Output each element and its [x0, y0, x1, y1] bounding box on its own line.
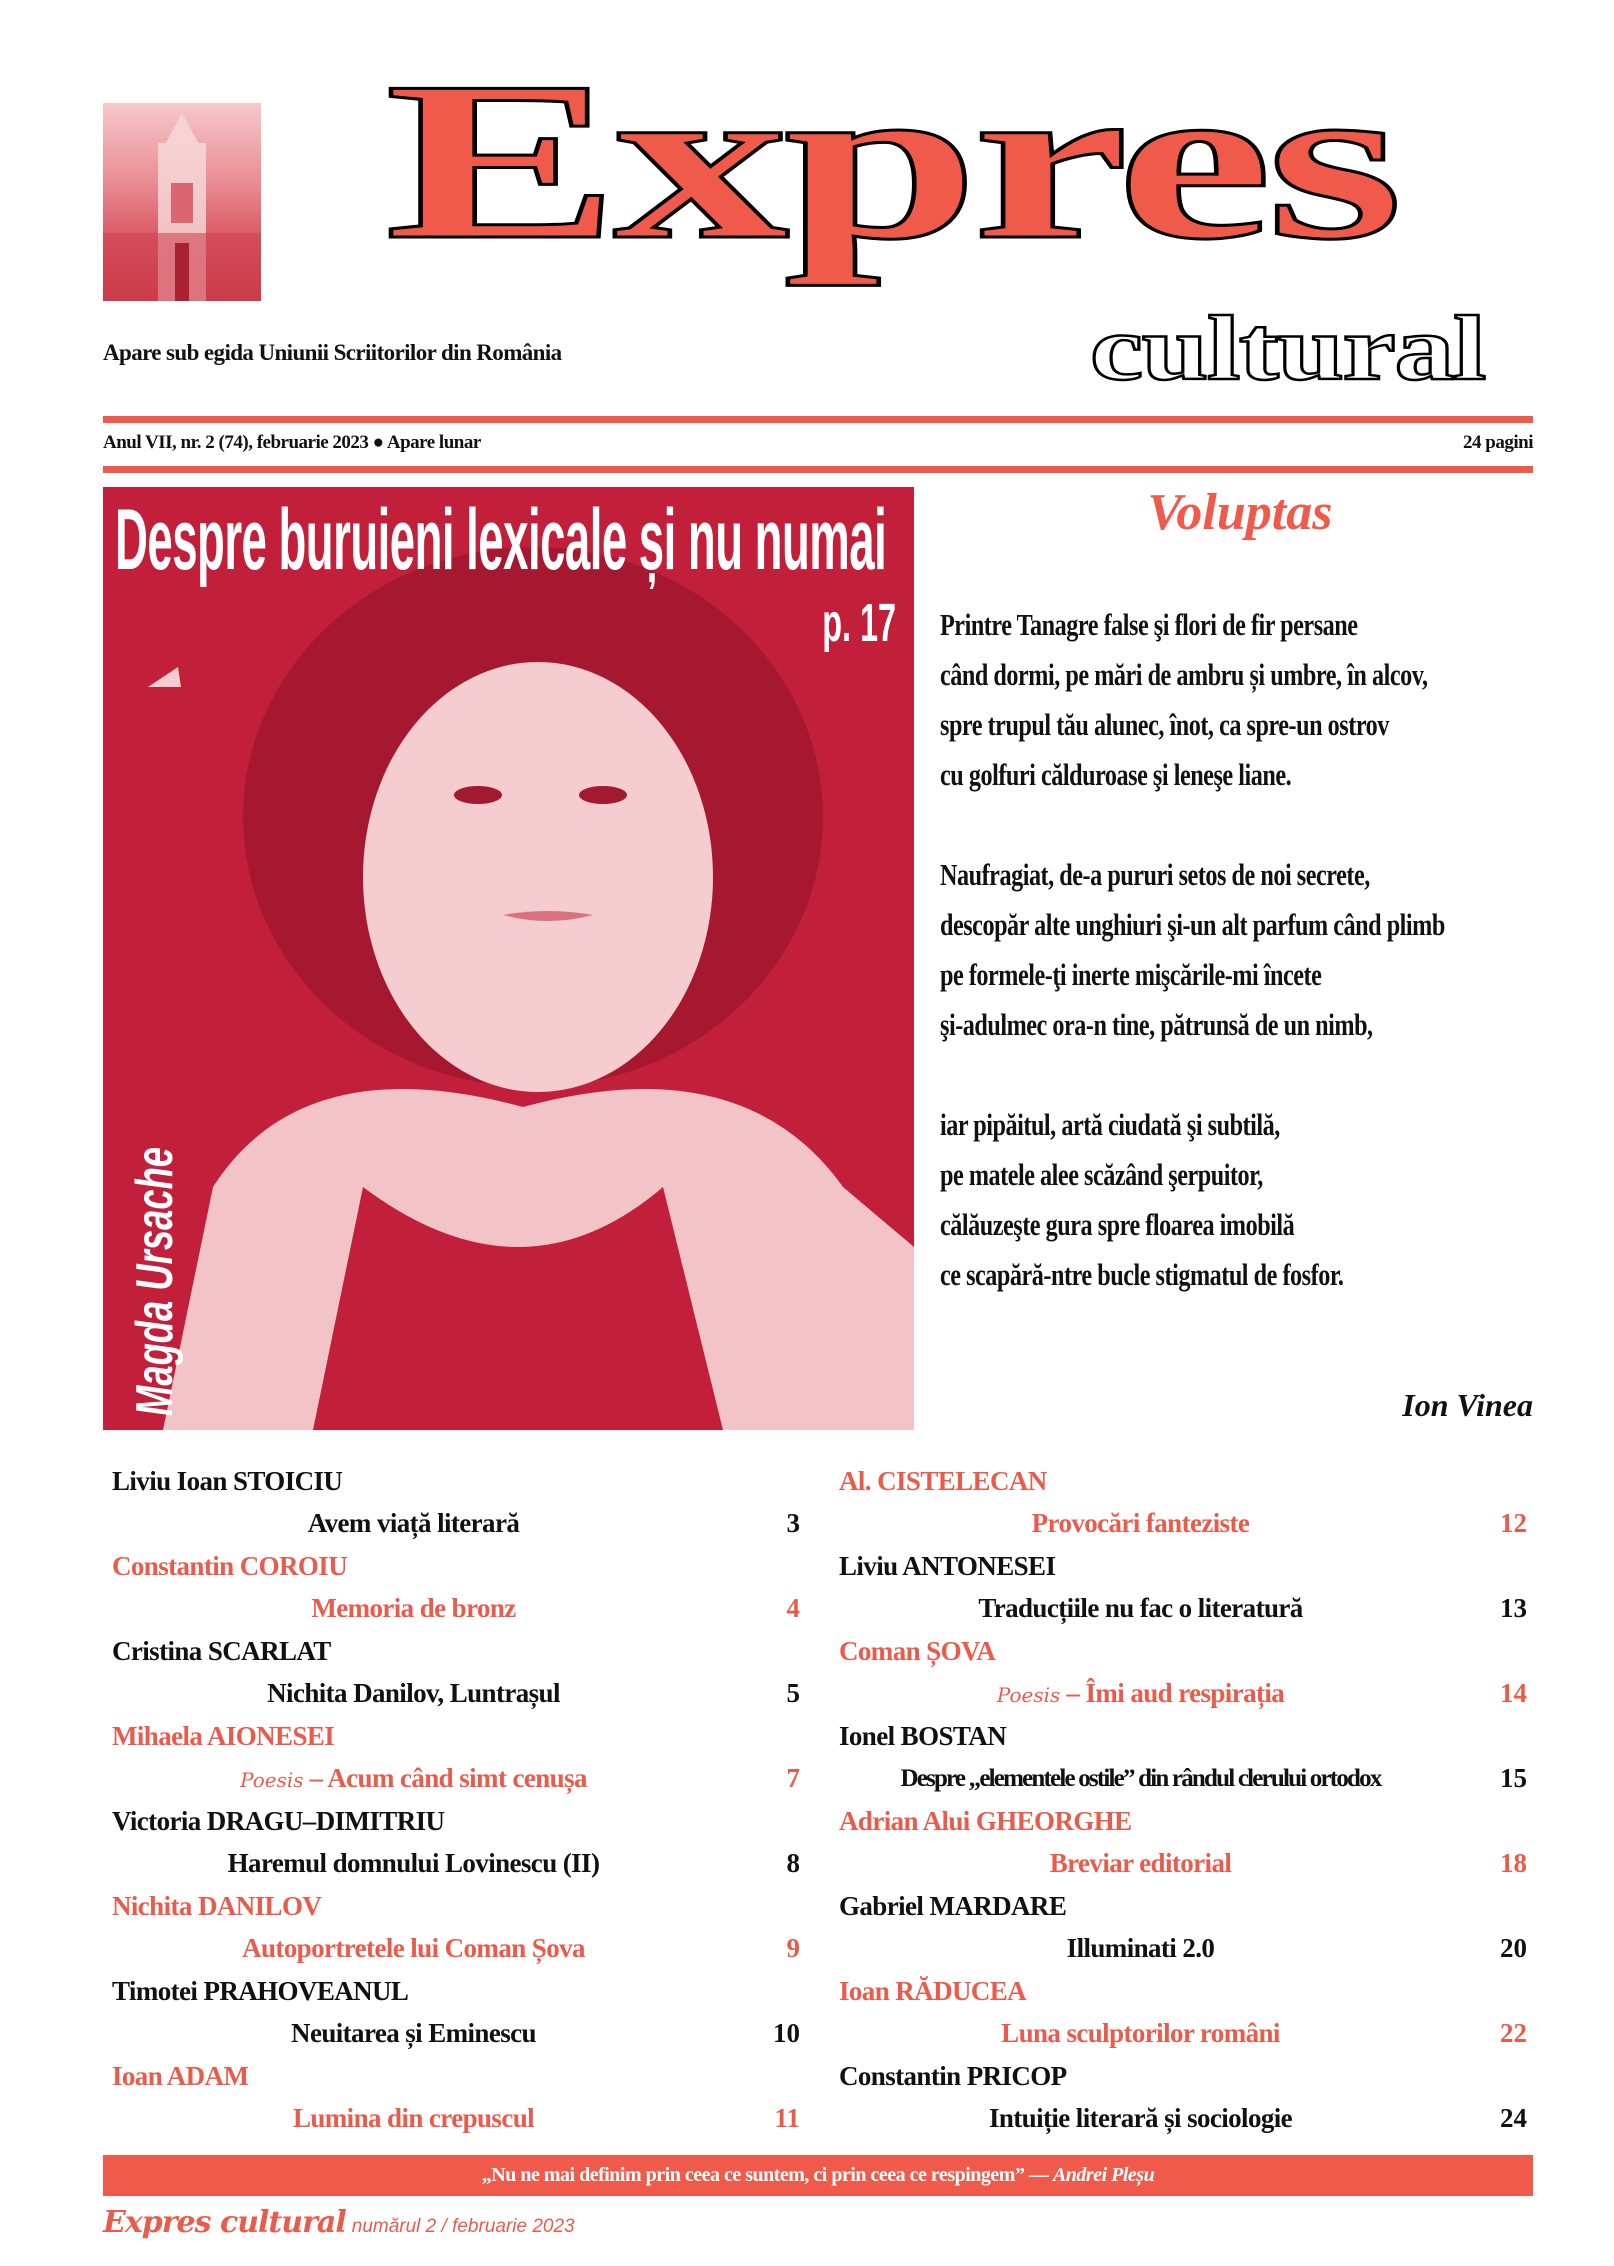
toc-title-line — [839, 1927, 1527, 1970]
poem-title: Voluptas — [1147, 484, 1333, 541]
toc-entry[interactable] — [112, 2055, 800, 2140]
footer-brand: Expres cultural — [103, 2205, 346, 2240]
toc-title-line — [839, 2012, 1527, 2055]
toc-title[interactable] — [839, 1927, 1442, 1970]
toc-entry[interactable] — [112, 1545, 800, 1630]
footer — [103, 2205, 575, 2240]
toc-entry[interactable] — [112, 1630, 800, 1715]
egida-text: Apare sub egida Uniunii Scriitorilor din România — [103, 340, 562, 365]
toc-title-text: Neuitarea și Eminescu — [291, 2018, 536, 2048]
toc-page-number: 8 — [786, 1848, 800, 1878]
toc-title-line — [839, 1587, 1527, 1630]
portrait-image — [103, 487, 914, 1430]
toc-title-text: Nichita Danilov, Luntrașul — [267, 1678, 560, 1708]
toc-title-text: Memoria de bronz — [311, 1593, 516, 1623]
toc-title[interactable] — [112, 1757, 715, 1800]
toc-author: Liviu ANTONESEI — [839, 1551, 1056, 1581]
toc-entry[interactable] — [112, 1970, 800, 2055]
stanza-break — [940, 1050, 1564, 1100]
toc-title[interactable] — [112, 1587, 715, 1630]
toc-author: Al. CISTELECAN — [839, 1466, 1047, 1496]
toc-title-line — [839, 1672, 1527, 1715]
poem-author: Ion Vinea — [1402, 1387, 1533, 1423]
toc-page-number: 22 — [1500, 2018, 1527, 2048]
toc-title-line — [839, 1757, 1527, 1800]
toc-title-line — [112, 2097, 800, 2140]
quote-banner — [103, 2155, 1533, 2196]
poem-line: spre trupul tău alunec, înot, ca spre-un ostrov — [940, 707, 1389, 742]
toc-title-line — [112, 2012, 800, 2055]
toc-title-line — [839, 1502, 1527, 1545]
toc-title[interactable] — [839, 1672, 1442, 1715]
toc-page-number: 11 — [774, 2103, 800, 2133]
cover-page-ref: p. 17 — [822, 593, 896, 653]
poem-line: cu golfuri călduroase şi leneşe liane. — [940, 757, 1292, 792]
toc-page-number: 5 — [786, 1678, 800, 1708]
toc-title[interactable] — [839, 1502, 1442, 1545]
toc-author: Timotei PRAHOVEANUL — [112, 1976, 409, 2006]
toc-column-left — [112, 1460, 800, 2140]
toc-page-number: 13 — [1500, 1593, 1527, 1623]
toc-author: Ionel BOSTAN — [839, 1721, 1007, 1751]
toc-author: Adrian Alui GHEORGHE — [839, 1806, 1132, 1836]
toc-title-line — [112, 1502, 800, 1545]
toc-author: Liviu Ioan STOICIU — [112, 1466, 343, 1496]
toc-title[interactable] — [112, 1927, 715, 1970]
toc-page-number: 12 — [1500, 1508, 1527, 1538]
toc-page-number: 15 — [1500, 1763, 1527, 1793]
masthead-subtitle: cultural — [1090, 297, 1485, 399]
toc-author: Victoria DRAGU–DIMITRIU — [112, 1806, 445, 1836]
poem-line: şi-adulmec ora-n tine, pătrunsă de un nimb, — [940, 1007, 1373, 1042]
toc-title-text: – Acum când simt cenușa — [303, 1763, 587, 1793]
quote-text: „Nu ne mai definim prin ceea ce suntem, ci prin ceea ce respingem” — — [481, 2164, 1053, 2186]
toc-title[interactable] — [839, 2012, 1442, 2055]
toc-entry[interactable] — [839, 1970, 1527, 2055]
poem-line: Naufragiat, de-a pururi setos de noi secrete, — [940, 857, 1370, 892]
toc-title[interactable] — [839, 2097, 1442, 2140]
poem-line: descopăr alte unghiuri şi-un alt parfum când plimb — [940, 907, 1445, 942]
toc-entry[interactable] — [112, 1800, 800, 1885]
toc-title-line — [839, 1842, 1527, 1885]
toc-entry[interactable] — [112, 1460, 800, 1545]
toc-author: Cristina SCARLAT — [112, 1636, 331, 1666]
toc-entry[interactable] — [839, 2055, 1527, 2140]
toc-title-line — [112, 1927, 800, 1970]
quote-author: Andrei Pleșu — [1052, 2164, 1155, 2186]
toc-author: Constantin COROIU — [112, 1551, 348, 1581]
toc-entry[interactable] — [112, 1715, 800, 1800]
toc-title-text: Avem viață literară — [307, 1508, 520, 1538]
toc-page-number: 20 — [1500, 1933, 1527, 1963]
toc-author: Coman ȘOVA — [839, 1636, 996, 1666]
divider-bottom — [103, 466, 1533, 473]
poem-line: ce scapără-ntre bucle stigmatul de fosfor. — [940, 1257, 1344, 1292]
footer-issue: numărul 2 / februarie 2023 — [351, 2216, 575, 2237]
toc-title-line — [112, 1587, 800, 1630]
cover-photo[interactable] — [103, 487, 914, 1430]
divider-top — [103, 416, 1533, 423]
toc-title-text: Breviar editorial — [1049, 1848, 1232, 1878]
toc-title-text: Illuminati 2.0 — [1066, 1933, 1215, 1963]
page-count: 24 pagini — [1463, 432, 1533, 453]
toc-title-text: – Îmi aud respirația — [1060, 1678, 1285, 1708]
poem-line: pe matele alee scăzând şerpuitor, — [940, 1157, 1263, 1192]
toc-page-number: 14 — [1500, 1678, 1527, 1708]
poem-line: Printre Tanagre false şi flori de fir persane — [940, 607, 1358, 642]
toc-column-right — [839, 1460, 1527, 2140]
toc-title-line — [112, 1672, 800, 1715]
toc-author: Ioan RĂDUCEA — [839, 1976, 1027, 2006]
toc-entry[interactable] — [839, 1885, 1527, 1970]
toc-title-text: Haremul domnului Lovinescu (II) — [227, 1848, 600, 1878]
toc-author: Ioan ADAM — [112, 2061, 249, 2091]
toc-entry[interactable] — [839, 1460, 1527, 1545]
poem-body — [940, 600, 1564, 1300]
toc-title-text: Traducțiile nu fac o literatură — [978, 1593, 1303, 1623]
poem-line: pe formele-ţi inerte mişcările-mi încete — [940, 957, 1322, 992]
issue-info: Anul VII, nr. 2 (74), februarie 2023 ● Apare lunar — [103, 432, 481, 453]
toc-title-line — [112, 1842, 800, 1885]
poem-line: călăuzeşte gura spre floarea imobilă — [940, 1207, 1295, 1242]
toc-entry[interactable] — [839, 1630, 1527, 1715]
toc-title-line — [839, 2097, 1527, 2140]
poesis-label: Poesis — [240, 1768, 304, 1792]
toc-title-text: Autoportretele lui Coman Șova — [242, 1933, 585, 1963]
toc-author: Constantin PRICOP — [839, 2061, 1067, 2091]
toc-page-number: 9 — [786, 1933, 800, 1963]
cover-author-name: Magda Ursache — [126, 1146, 184, 1416]
issue-info-bar — [103, 432, 1533, 454]
toc-title[interactable] — [112, 1502, 715, 1545]
toc-entry[interactable] — [839, 1715, 1527, 1800]
toc-author: Nichita DANILOV — [112, 1891, 322, 1921]
toc-entry[interactable] — [839, 1800, 1527, 1885]
toc-title[interactable] — [839, 1587, 1442, 1630]
toc-page-number: 4 — [786, 1593, 800, 1623]
toc-author: Mihaela AIONESEI — [112, 1721, 335, 1751]
toc-entry[interactable] — [112, 1885, 800, 1970]
toc-title[interactable] — [112, 1842, 715, 1885]
toc-title-line — [112, 1757, 800, 1800]
cover-headline: Despre buruieni lexicale și nu numai — [115, 492, 887, 588]
toc-page-number: 3 — [786, 1508, 800, 1538]
toc-title-text: Intuiție literară și sociologie — [988, 2103, 1293, 2133]
toc-author: Gabriel MARDARE — [839, 1891, 1067, 1921]
toc-title[interactable] — [112, 2012, 715, 2055]
toc-entry[interactable] — [839, 1545, 1527, 1630]
toc-page-number: 24 — [1500, 2103, 1527, 2133]
toc-title-text: Luna sculptorilor români — [1001, 2018, 1280, 2048]
poem-line: când dormi, pe mări de ambru și umbre, în alcov, — [940, 657, 1428, 692]
toc-title[interactable] — [839, 1757, 1442, 1800]
logo-building-image — [103, 103, 261, 301]
poesis-label: Poesis — [996, 1683, 1061, 1707]
toc-page-number: 10 — [773, 2018, 800, 2048]
toc-page-number: 7 — [786, 1763, 800, 1793]
poem-line: iar pipăitul, artă ciudată şi subtilă, — [940, 1107, 1280, 1142]
toc-title[interactable] — [839, 1842, 1442, 1885]
toc-title-text: Lumina din crepuscul — [292, 2103, 535, 2133]
toc-title-text: Provocări fanteziste — [1031, 1508, 1250, 1538]
masthead-title: Expres — [385, 36, 1398, 287]
stanza-break — [940, 800, 1564, 850]
toc-title[interactable] — [112, 1672, 715, 1715]
toc-title[interactable] — [112, 2097, 715, 2140]
toc-page-number: 18 — [1500, 1848, 1527, 1878]
toc-title-text: Despre „elementele ostile” din rândul clerului ortodox — [900, 1765, 1381, 1792]
